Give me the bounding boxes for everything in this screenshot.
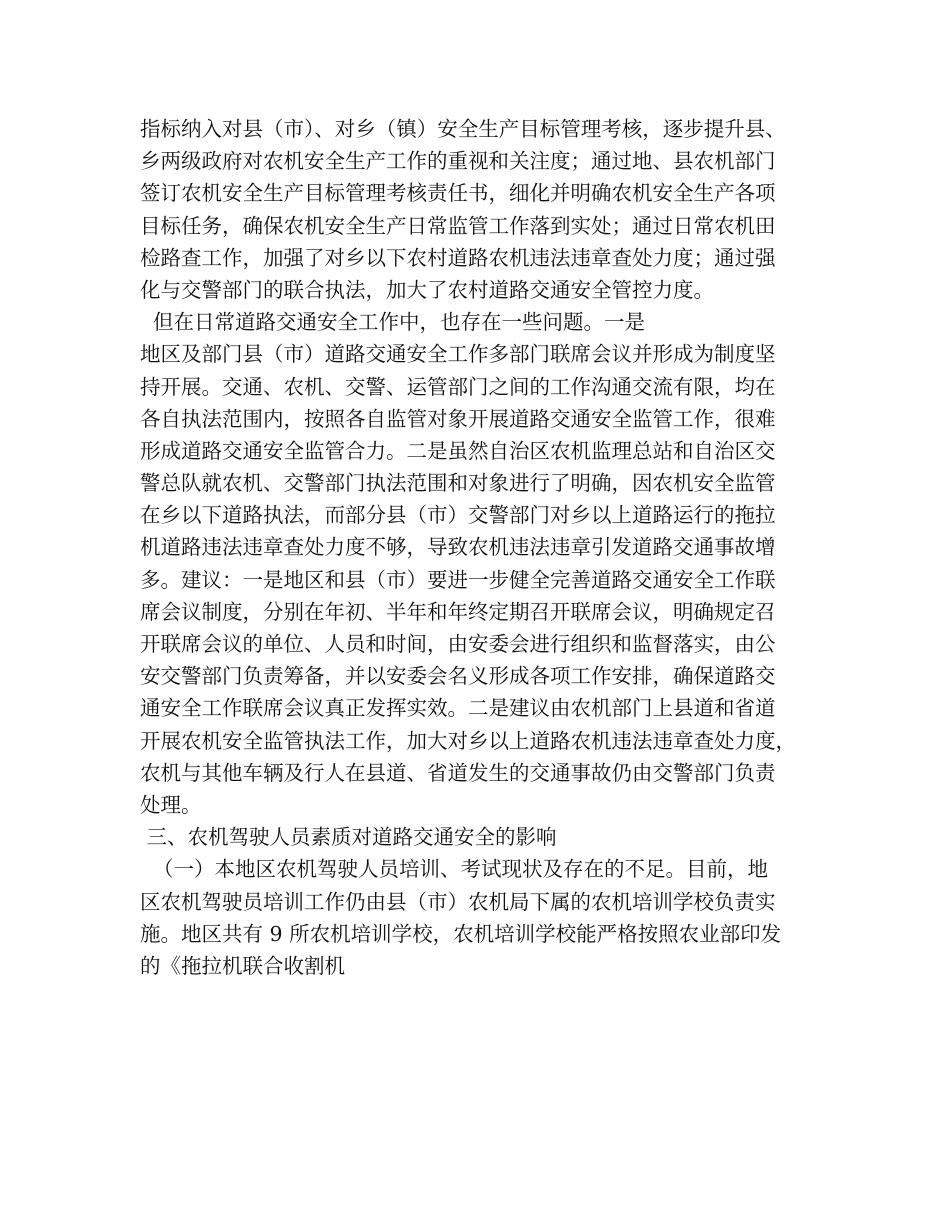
text-line: 检路查工作，加强了对乡以下农村道路农机违法违章查处力度；通过强 xyxy=(140,245,776,270)
text-line: 持开展。交通、农机、交警、运管部门之间的工作沟通交流有限，均在 xyxy=(140,374,776,399)
text-line: 化与交警部门的联合执法，加大了农村道路交通安全管控力度。 xyxy=(140,277,714,302)
text-line: （一）本地区农机驾驶人员培训、考试现状及存在的不足。目前，地 xyxy=(140,857,769,882)
text-line: 警总队就农机、交警部门执法范围和对象进行了明确，因农机安全监管 xyxy=(140,471,776,496)
text-line: 但在日常道路交通安全工作中，也存在一些问题。一是 xyxy=(140,310,646,335)
text-line: 的《拖拉机联合收割机 xyxy=(140,953,345,978)
text-line: 目标任务，确保农机安全生产日常监管工作落到实处；通过日常农机田 xyxy=(140,213,776,238)
text-line: 各自执法范围内，按照各自监管对象开展道路交通安全监管工作，很难 xyxy=(140,406,776,431)
text-line: 形成道路交通安全监管合力。二是虽然自治区农机监理总站和自治区交 xyxy=(140,438,776,463)
text-line: 指标纳入对县（市）、对乡（镇）安全生产目标管理考核，逐步提升县、 xyxy=(140,117,786,141)
text-line: 开展农机安全监管执法工作，加大对乡以上道路农机违法违章查处力度， xyxy=(140,728,796,753)
text-line: 在乡以下道路执法，而部分县（市）交警部门对乡以上道路运行的拖拉 xyxy=(140,503,776,528)
text-line: 安交警部门负责筹备，并以安委会名义形成各项工作安排，确保道路交 xyxy=(140,664,776,689)
text-line: 处理。 xyxy=(140,792,202,817)
text-line: 多。建议：一是地区和县（市）要进一步健全完善道路交通安全工作联 xyxy=(140,567,776,592)
section-heading: 三、农机驾驶人员素质对道路交通安全的影响 xyxy=(140,825,557,850)
text-line: 席会议制度，分别在年初、半年和年终定期召开联席会议，明确规定召 xyxy=(140,599,776,624)
text-line: 通安全工作联席会议真正发挥实效。二是建议由农机部门上县道和省道 xyxy=(140,696,776,721)
text-line: 乡两级政府对农机安全生产工作的重视和关注度；通过地、县农机部门 xyxy=(140,149,776,174)
text-line: 施。地区共有 9 所农机培训学校，农机培训学校能严格按照农业部印发 xyxy=(140,921,782,946)
text-line: 机道路违法违章查处力度不够，导致农机违法违章引发道路交通事故增 xyxy=(140,535,776,560)
text-line: 农机与其他车辆及行人在县道、省道发生的交通事故仍由交警部门负责 xyxy=(140,760,776,785)
text-line: 地区及部门县（市）道路交通安全工作多部门联席会议并形成为制度坚 xyxy=(140,342,776,367)
body-text xyxy=(140,113,830,982)
text-line: 区农机驾驶员培训工作仍由县（市）农机局下属的农机培训学校负责实 xyxy=(140,889,776,914)
text-line: 开联席会议的单位、人员和时间，由安委会进行组织和监督落实，由公 xyxy=(140,632,776,656)
text-line: 签订农机安全生产目标管理考核责任书，细化并明确农机安全生产各项 xyxy=(140,181,776,206)
